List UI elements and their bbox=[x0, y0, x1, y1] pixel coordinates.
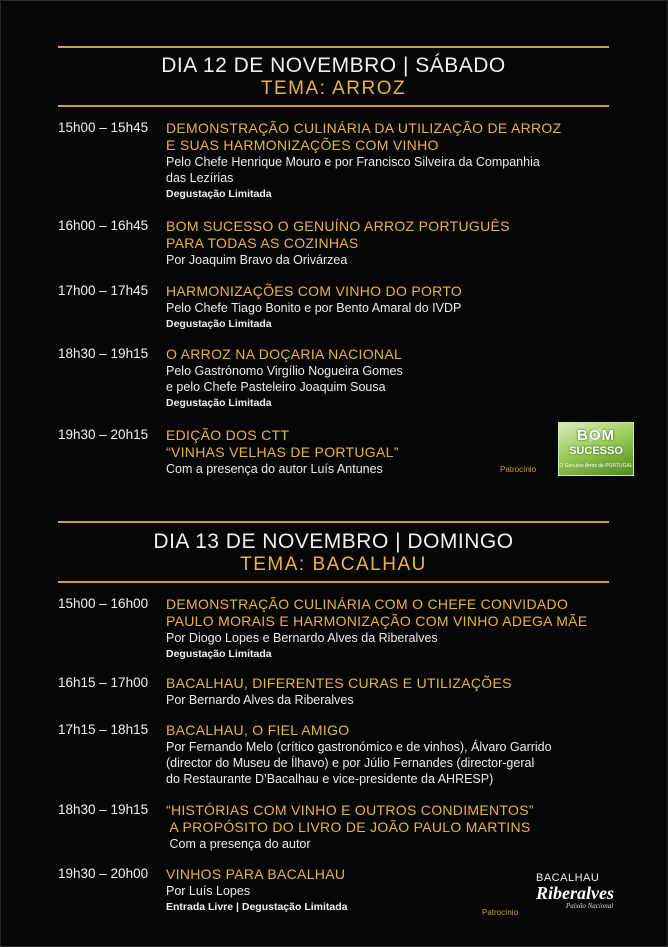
event-desc-line: Pelo Chefe Henrique Mouro e por Francisco Silveira da Companhia bbox=[166, 155, 540, 169]
event-title bbox=[166, 427, 616, 461]
event-title bbox=[166, 218, 616, 252]
event-title bbox=[166, 283, 616, 300]
event-description bbox=[166, 461, 616, 477]
event-desc-line: Pelo Chefe Tiago Bonito e por Bento Amaral do IVDP bbox=[166, 301, 462, 315]
event-title bbox=[166, 596, 616, 630]
event-desc-line: e pelo Chefe Pasteleiro Joaquim Sousa bbox=[166, 380, 386, 394]
event-desc-line: Com a presença do autor Luís Antunes bbox=[166, 462, 383, 476]
event-desc-line: das Lezírias bbox=[166, 171, 234, 185]
event-title bbox=[166, 802, 616, 836]
event-time: 15h00 – 16h00 bbox=[58, 596, 149, 611]
event-description bbox=[166, 739, 616, 787]
event-title-line: HARMONIZAÇÕES COM VINHO DO PORTO bbox=[166, 283, 463, 299]
event-time: 19h30 – 20h00 bbox=[58, 866, 149, 881]
logo-text: SUCESSO bbox=[569, 445, 623, 457]
event-desc-line: Por Luís Lopes bbox=[166, 884, 251, 898]
event-desc-line: Por Joaquim Bravo da Orivárzea bbox=[166, 253, 348, 267]
bom-sucesso-logo bbox=[558, 422, 634, 476]
event-title-line: BACALHAU, DIFERENTES CURAS E UTILIZAÇÕES bbox=[166, 675, 512, 691]
event-description bbox=[166, 252, 616, 268]
event-description bbox=[166, 630, 616, 646]
event-title-line: “VINHAS VELHAS DE PORTUGAL” bbox=[166, 444, 399, 460]
event-title-line: DEMONSTRAÇÃO CULINÁRIA COM O CHEFE CONVIDADO bbox=[166, 596, 569, 612]
day2-top-rule bbox=[58, 521, 609, 523]
logo-tagline: O Genuíno Arroz de PORTUGAL bbox=[559, 463, 633, 469]
event-time: 16h15 – 17h00 bbox=[58, 675, 149, 690]
event-description bbox=[166, 836, 616, 852]
event-description bbox=[166, 692, 616, 708]
event-description bbox=[166, 363, 616, 395]
event-title-line: PARA TODAS AS COZINHAS bbox=[166, 235, 359, 251]
day2-bottom-rule bbox=[58, 581, 609, 583]
event-title-line: EDIÇÃO DOS CTT bbox=[166, 427, 290, 443]
event-title-line: DEMONSTRAÇÃO CULINÁRIA DA UTILIZAÇÃO DE ARROZ bbox=[166, 120, 562, 136]
day1-bottom-rule bbox=[58, 105, 609, 107]
logo-tagline: Paixão Nacional bbox=[566, 902, 614, 910]
event-time: 16h00 – 16h45 bbox=[58, 218, 149, 233]
event-title bbox=[166, 722, 616, 739]
event-title-line: E SUAS HARMONIZAÇÕES COM VINHO bbox=[166, 137, 439, 153]
event-description bbox=[166, 154, 616, 186]
event-note: Degustação Limitada bbox=[166, 397, 272, 409]
day2-header: DIA 13 DE NOVEMBRO | DOMINGO bbox=[153, 530, 514, 553]
riberalves-logo bbox=[536, 872, 636, 910]
event-time: 18h30 – 19h15 bbox=[58, 802, 149, 817]
day1-header: DIA 12 DE NOVEMBRO | SÁBADO bbox=[161, 54, 506, 77]
event-time: 15h00 – 15h45 bbox=[58, 120, 149, 135]
event-time: 19h30 – 20h15 bbox=[58, 427, 149, 442]
event-time: 17h15 – 18h15 bbox=[58, 722, 149, 737]
event-time: 17h00 – 17h45 bbox=[58, 283, 149, 298]
event-note: Degustação Limitada bbox=[166, 648, 272, 660]
event-desc-line: do Restaurante D’Bacalhau e vice-presidente da AHRESP) bbox=[166, 772, 494, 786]
event-note: Degustação Limitada bbox=[166, 318, 272, 330]
sponsor-label: Patrocínio bbox=[482, 908, 519, 917]
event-description bbox=[166, 300, 616, 316]
event-title-line: “HISTÓRIAS COM VINHO E OUTROS CONDIMENTOS” bbox=[166, 802, 534, 818]
event-desc-line: Por Bernardo Alves da Riberalves bbox=[166, 693, 354, 707]
event-desc-line: Com a presença do autor bbox=[166, 837, 311, 851]
logo-text: BACALHAU bbox=[536, 872, 600, 884]
event-desc-line: (director do Museu de Ílhavo) e por Júlio Fernandes (director-geral bbox=[166, 756, 535, 770]
event-desc-line: Por Diogo Lopes e Bernardo Alves da Riberalves bbox=[166, 631, 438, 645]
event-title-line: VINHOS PARA BACALHAU bbox=[166, 866, 346, 882]
day2-tema: TEMA: BACALHAU bbox=[240, 554, 427, 575]
event-title-line: PAULO MORAIS E HARMONIZAÇÃO COM VINHO ADEGA MÃE bbox=[166, 613, 588, 629]
event-title bbox=[166, 675, 616, 692]
event-title bbox=[166, 346, 616, 363]
logo-text: BOM bbox=[577, 427, 615, 444]
event-desc-line: Por Fernando Melo (crítico gastronómico e de vinhos), Álvaro Garrido bbox=[166, 740, 552, 754]
day1-tema: TEMA: ARROZ bbox=[260, 78, 407, 99]
event-title-line: BACALHAU, O FIEL AMIGO bbox=[166, 722, 350, 738]
logo-text: Riberalves bbox=[536, 883, 614, 903]
event-desc-line: Pelo Gastrónomo Virgílio Nogueira Gomes bbox=[166, 364, 403, 378]
day1-top-rule bbox=[58, 46, 609, 48]
event-time: 18h30 – 19h15 bbox=[58, 346, 149, 361]
event-note: Entrada Livre | Degustação Limitada bbox=[166, 901, 348, 913]
event-note: Degustação Limitada bbox=[166, 188, 272, 200]
event-title-line: BOM SUCESSO O GENUÍNO ARROZ PORTUGUÊS bbox=[166, 218, 510, 234]
sponsor-label: Patrocínio bbox=[500, 465, 537, 474]
event-title-line: A PROPÓSITO DO LIVRO DE JOÃO PAULO MARTINS bbox=[166, 819, 531, 835]
event-title bbox=[166, 120, 616, 154]
event-title-line: O ARROZ NA DOÇARIA NACIONAL bbox=[166, 346, 403, 362]
